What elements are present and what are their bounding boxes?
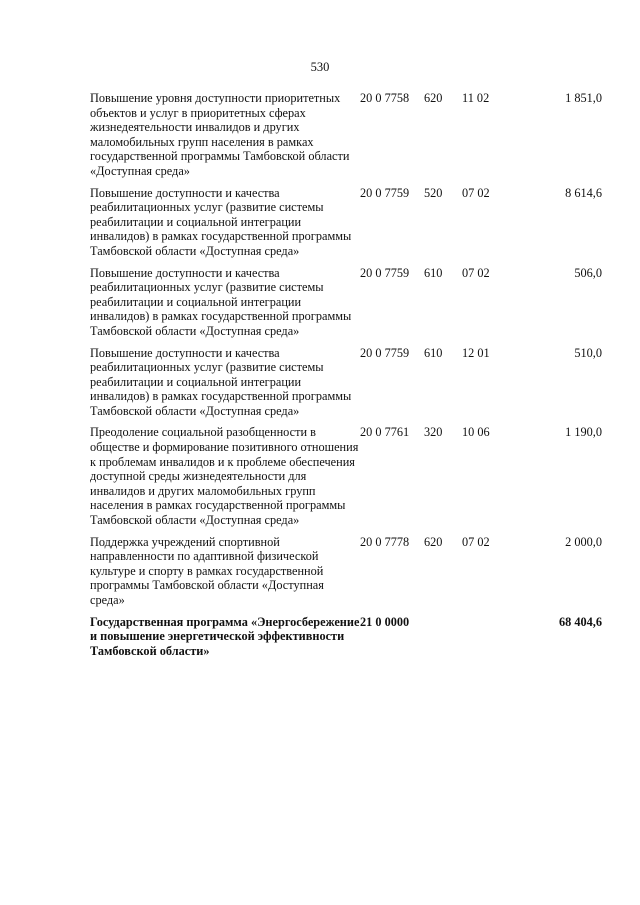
row-code: 20 0 7761 xyxy=(360,425,410,440)
row-name: Повышение доступности и качества реабилитационных услуг (развитие системы реабилитации и социальной интеграции инвалидов) в рамках государственной программы Тамбовской области «Доступная среда» xyxy=(90,185,352,258)
row-amount: 8 614,6 xyxy=(565,185,602,200)
row-code: 20 0 7759 xyxy=(360,345,410,360)
row-name: Повышение уровня доступности приоритетных объектов и услуг в приоритетных сферах жизнедеятельности инвалидов и других маломобильных групп населения в рамках государственной программы Тамбовской области «Доступная среда» xyxy=(90,91,350,178)
row-expense-type: 320 xyxy=(424,425,443,440)
table-row xyxy=(90,535,602,615)
program-total-row xyxy=(90,615,602,666)
table-row xyxy=(90,186,602,266)
budget-table xyxy=(90,91,602,665)
program-expense-type xyxy=(424,615,462,666)
row-amount: 1 190,0 xyxy=(565,425,602,440)
table-row xyxy=(90,346,602,426)
row-name: Повышение доступности и качества реабилитационных услуг (развитие системы реабилитации и социальной интеграции инвалидов) в рамках государственной программы Тамбовской области «Доступная среда» xyxy=(90,345,352,418)
row-section: 11 02 xyxy=(462,91,490,105)
row-name: Повышение доступности и качества реабилитационных услуг (развитие системы реабилитации и социальной интеграции инвалидов) в рамках государственной программы Тамбовской области «Доступная среда» xyxy=(90,265,352,338)
row-amount: 2 000,0 xyxy=(565,534,602,549)
row-amount: 1 851,0 xyxy=(565,91,602,105)
page-number: 530 xyxy=(310,60,330,74)
table-row xyxy=(90,266,602,346)
row-amount: 510,0 xyxy=(574,345,602,360)
row-section: 12 01 xyxy=(462,345,490,360)
table-row xyxy=(90,91,602,186)
row-expense-type: 610 xyxy=(424,265,443,280)
table-row xyxy=(90,425,602,534)
row-expense-type: 620 xyxy=(424,91,443,105)
row-section: 07 02 xyxy=(462,265,490,280)
row-expense-type: 610 xyxy=(424,345,443,360)
program-name: Государственная программа «Энергосбережение и повышение энергетической эффективности Тамбовской области» xyxy=(90,614,360,658)
row-code: 20 0 7759 xyxy=(360,185,410,200)
row-section: 10 06 xyxy=(462,425,490,440)
row-name: Поддержка учреждений спортивной направленности по адаптивной физической культуре и спорту в рамках государственной программы Тамбовской области «Доступная среда» xyxy=(90,534,324,607)
row-code: 20 0 7778 xyxy=(360,534,410,549)
row-expense-type: 520 xyxy=(424,185,443,200)
row-code: 20 0 7759 xyxy=(360,265,410,280)
row-amount: 506,0 xyxy=(574,265,602,280)
program-section xyxy=(462,615,524,666)
program-code: 21 0 0000 xyxy=(360,614,410,629)
row-name: Преодоление социальной разобщенности в обществе и формирование позитивного отношения к проблемам инвалидов и к проблеме обеспечения доступной среды жизнедеятельности для инвалидов и других маломобильных групп населения в рамках государственной программы Тамбовской области «Доступная среда» xyxy=(90,425,359,528)
program-amount: 68 404,6 xyxy=(558,614,602,629)
row-section: 07 02 xyxy=(462,185,490,200)
row-code: 20 0 7758 xyxy=(360,91,410,105)
row-expense-type: 620 xyxy=(424,534,443,549)
row-section: 07 02 xyxy=(462,534,490,549)
